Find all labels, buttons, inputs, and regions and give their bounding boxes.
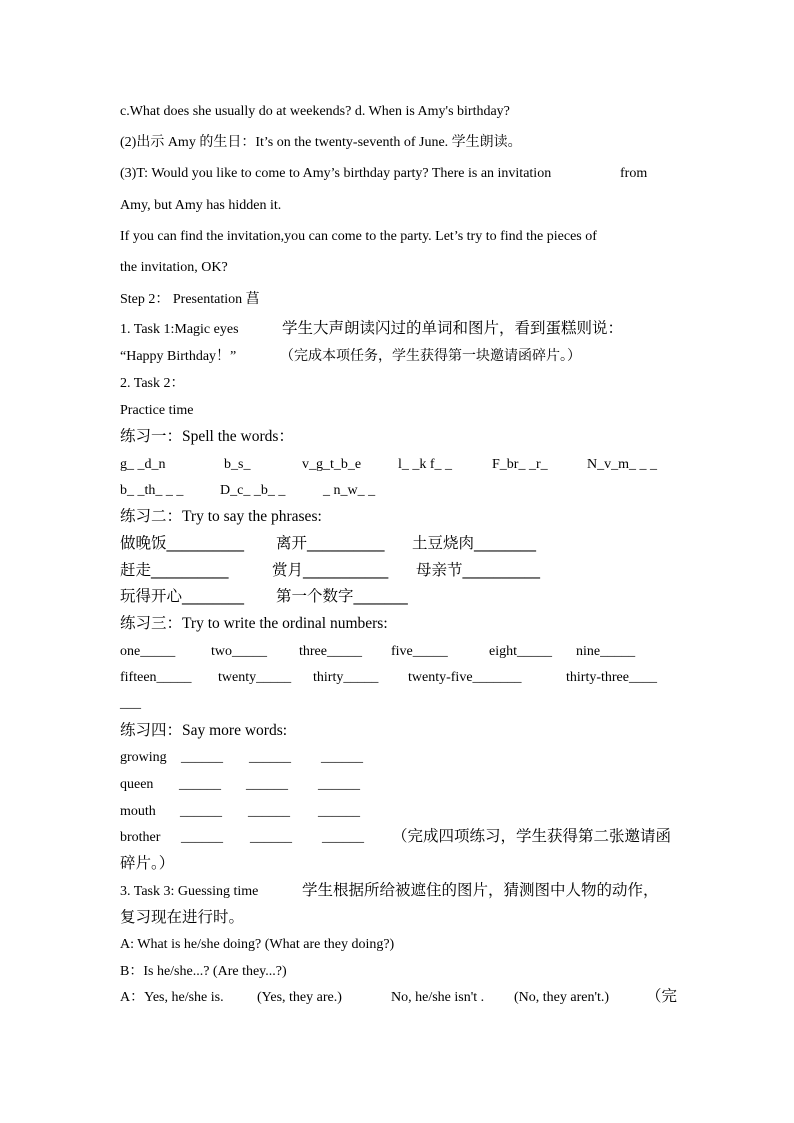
invitation-line-end: from — [620, 166, 648, 181]
answer-note-start: （完 — [646, 988, 678, 1005]
ordinal-item: twenty-five_______ — [408, 670, 522, 685]
ordinal-item: nine_____ — [576, 644, 636, 659]
phrase-item: 土豆烧肉________ — [412, 534, 537, 552]
word-item: queen — [120, 777, 154, 792]
exercise4-title: 练习四：Say more words: — [120, 722, 288, 739]
word-item: mouth — [120, 804, 156, 819]
answer-blank: ______ — [318, 804, 360, 819]
ordinal-item: twenty_____ — [218, 670, 292, 685]
ordinal-item: eight_____ — [489, 644, 552, 659]
answer-blank: ______ — [181, 750, 223, 765]
task1-title: 1. Task 1:Magic eyes — [120, 322, 239, 337]
task2-title: 2. Task 2： — [120, 376, 185, 391]
exercise1-title: 练习一：Spell the words： — [120, 428, 294, 445]
ordinal-item: two_____ — [211, 644, 267, 659]
phrase-item: 母亲节__________ — [416, 561, 541, 579]
word-item: brother — [120, 830, 161, 845]
answer-blank: ______ — [318, 777, 360, 792]
answer-blank: ______ — [250, 830, 292, 845]
spell-item: b_ _th_ _ _ — [120, 483, 184, 498]
task1-complete-note: （完成本项任务，学生获得第一块邀请函碎片。） — [280, 349, 581, 364]
dialogue-b: B：Is he/she...? (Are they...?) — [120, 964, 287, 979]
exercise-complete-note: （完成四项练习，学生获得第二张邀请函 — [392, 828, 672, 845]
ordinal-item: thirty-three____ — [566, 670, 657, 685]
spell-item: v_g_t_b_e — [302, 457, 362, 472]
answer-blank: ______ — [179, 777, 221, 792]
spell-item: b_s_ — [224, 457, 251, 472]
ordinal-item: fifteen_____ — [120, 670, 192, 685]
spell-item: F_br_ _r_ — [492, 457, 548, 472]
exercise2-title: 练习二：Try to say the phrases: — [120, 508, 322, 525]
phrase-item: 赶走__________ — [120, 561, 229, 579]
question-line: c.What does she usually do at weekends? d. When is Amy's birthday? — [120, 104, 510, 119]
ordinal-item: three_____ — [299, 644, 362, 659]
answer-blank: ______ — [322, 830, 364, 845]
practice-time: Practice time — [120, 403, 194, 418]
answer-blank: ______ — [249, 750, 291, 765]
answer-yes: A：Yes, he/she is. — [120, 990, 224, 1005]
phrase-item: 赏月___________ — [272, 561, 389, 579]
step-heading: Step 2： Presentation 菖 — [120, 292, 260, 307]
spell-item: _ n_w_ _ — [323, 483, 376, 498]
phrase-item: 玩得开心________ — [120, 587, 245, 605]
invitation-line: (3)T: Would you like to come to Amy’s birthday party? There is an invitation — [120, 166, 552, 181]
spell-item: g_ _d_n — [120, 457, 166, 472]
spell-item: l_ _k f_ _ — [398, 457, 453, 472]
answer-yes-plural: (Yes, they are.) — [257, 990, 342, 1005]
phrase-item: 离开__________ — [276, 534, 385, 552]
ordinal-item: thirty_____ — [313, 670, 379, 685]
find-line: If you can find the invitation,you can come to the party. Let’s try to find the pieces of — [120, 229, 597, 244]
ok-line: the invitation, OK? — [120, 260, 228, 275]
spell-item: N_v_m_ _ _ — [587, 457, 657, 472]
answer-blank: ______ — [321, 750, 363, 765]
dialogue-a: A: What is he/she doing? (What are they doing?) — [120, 937, 395, 952]
task3-title: 3. Task 3: Guessing time — [120, 884, 259, 899]
answer-blank: ______ — [180, 804, 222, 819]
ordinal-item: one_____ — [120, 644, 176, 659]
exercise3-title: 练习三：Try to write the ordinal numbers: — [120, 615, 388, 632]
hidden-line: Amy, but Amy has hidden it. — [120, 198, 282, 213]
phrase-item: 第一个数字_______ — [276, 587, 408, 605]
exercise-complete-note-end: 碎片。） — [120, 855, 175, 872]
phrase-item: 做晚饭__________ — [120, 534, 245, 552]
answer-blank: ______ — [248, 804, 290, 819]
task3-desc-end: 复习现在进行时。 — [120, 909, 245, 926]
answer-no: No, he/she isn't . — [391, 990, 485, 1005]
answer-blank: ______ — [246, 777, 288, 792]
spell-item: D_c_ _b_ _ — [220, 483, 286, 498]
word-item: growing — [120, 750, 167, 765]
answer-no-plural: (No, they aren't.) — [514, 990, 610, 1005]
ordinal-item: five_____ — [391, 644, 448, 659]
answer-blank: ______ — [181, 830, 223, 845]
happy-birthday-text: “Happy Birthday！” — [120, 349, 237, 364]
ordinal-wrap: ___ — [120, 696, 141, 711]
birthday-line: (2)出示 Amy 的生日：It’s on the twenty-seventh of June. 学生朗读。 — [120, 135, 522, 150]
task1-desc: 学生大声朗读闪过的单词和图片，看到蛋糕则说： — [282, 320, 624, 337]
task3-desc: 学生根据所给被遮住的图片，猜测图中人物的动作， — [302, 882, 659, 899]
